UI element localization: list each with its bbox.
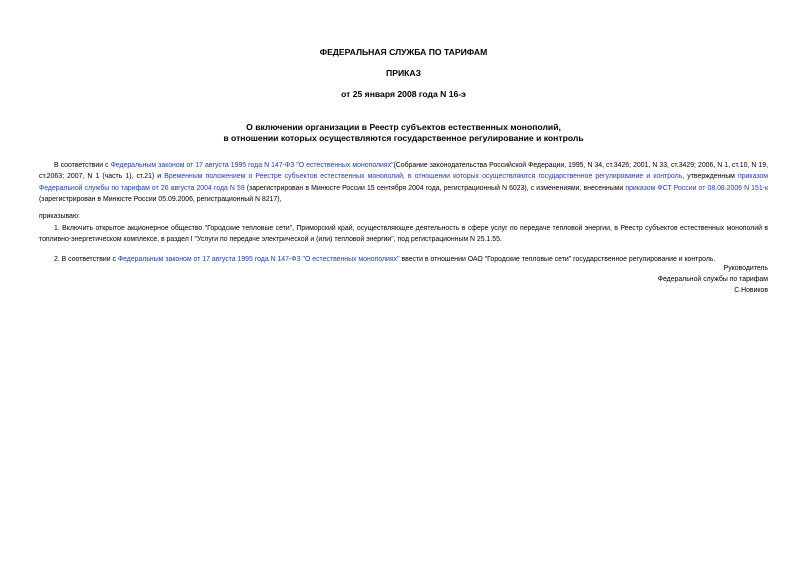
preamble-text-3: , утвержденным <box>682 173 738 181</box>
preamble-text-2: (Собрание законодательства Российской Федерации, 1995, N 34, ст.3426; 2001, N 33, ст.3429; 2006, N 1, ст.10, N 19, ст.2063; 2007, N 1 (часть 1), ст.21) и <box>39 162 769 181</box>
order-item-1: 1. Включить открытое акционерное общество "Городские тепловые сети", Приморский край, осуществляющее деятельность в сфере услуг по передаче тепловой энергии, в Реестр субъектов естественных монополий в топливно-энергетическом комплексе, в раздел I "Услуги по передаче электрической и (или) тепловой энергии", под регистрационным N 25.1.55. <box>39 225 768 244</box>
fst-order-59-link[interactable]: приказом Федеральной службы по тарифам от 26 августа 2004 года N 59 <box>39 173 768 192</box>
organization-name: ФЕДЕРАЛЬНАЯ СЛУЖБА ПО ТАРИФАМ <box>319 47 488 57</box>
signature-name: С.Новиков <box>734 287 768 294</box>
preamble-text-4: (зарегистрирован в Минюсте России 15 сентября 2004 года, регистрационный N 6023), с изменениями, внесенными <box>244 184 626 192</box>
order-item-2 <box>39 254 768 265</box>
signature-organization: Федеральной службы по тарифам <box>657 276 768 283</box>
document-date: от 25 января 2008 года N 16-э <box>341 89 466 99</box>
temporary-regulation-link[interactable]: Временным положением о Реестре субъектов естественных монополий, в отношении которых осуществляются государственное регулирование и контроль <box>164 173 683 181</box>
document-type: ПРИКАЗ <box>386 68 421 78</box>
signature-title: Руководитель <box>723 265 768 272</box>
item2-text-2: ввести в отношении ОАО "Городские тепловые сети" государственное регулирование и контроль. <box>399 256 716 263</box>
item2-text-1: 2. В соответствии с <box>54 256 118 263</box>
preamble-text-1: В соответствии с <box>54 162 111 169</box>
federal-law-link[interactable]: Федеральным законом от 17 августа 1995 года N 147-ФЗ "О естественных монополиях" <box>110 162 394 169</box>
preamble-text-5: (зарегистрирован в Минюсте России 05.09.2006, регистрационный N 8217), <box>39 195 282 203</box>
preamble-paragraph <box>39 160 768 205</box>
order-word: приказываю: <box>39 213 80 220</box>
title-line-2: в отношении которых осуществляются государственное регулирование и контроль <box>223 133 584 143</box>
fst-order-151k-link[interactable]: приказом ФСТ России от 08.08.2006 N 151-к <box>625 184 768 192</box>
federal-law-link-2[interactable]: Федеральным законом от 17 августа 1995 года N 147-ФЗ "О естественных монополиях" <box>117 256 400 263</box>
title-line-1: О включении организации в Реестр субъектов естественных монополий, <box>246 122 561 132</box>
